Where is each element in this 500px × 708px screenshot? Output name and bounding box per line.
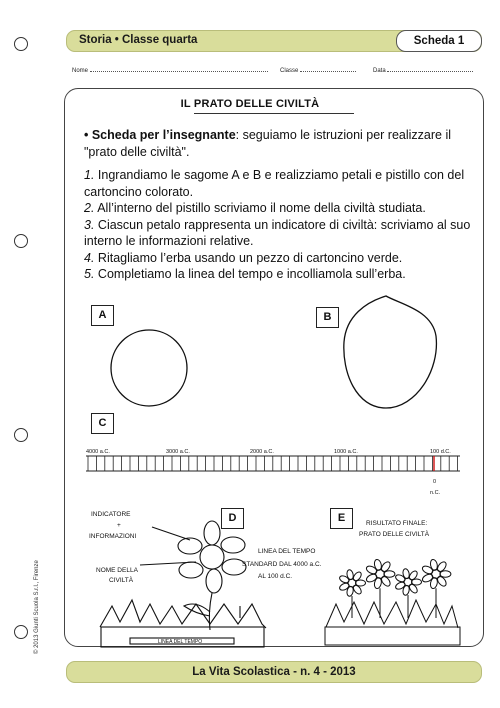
sheet-badge: Scheda 1 bbox=[396, 30, 482, 52]
intro-bold: • Scheda per l’insegnante bbox=[84, 128, 236, 142]
d-line-label: LINEA DEL TEMPO bbox=[258, 548, 316, 555]
daisy-petal bbox=[384, 571, 395, 578]
timeline-zero-sub: n.C. bbox=[430, 490, 441, 496]
d-line-label: AL 100 d.C. bbox=[258, 573, 293, 580]
flower-field-e bbox=[325, 559, 460, 645]
e-result-label: RISULTATO FINALE: bbox=[366, 520, 428, 527]
d-strip-label: LINEA DEL TEMPO bbox=[158, 639, 203, 645]
figure-label-a: A bbox=[91, 305, 114, 326]
daisy-petal bbox=[402, 585, 410, 596]
copyright-notice: © 2013 Giunti Scuola S.r.l., Firenze bbox=[34, 560, 40, 654]
class-label: Classe bbox=[280, 68, 299, 74]
step-item: 5. Completiamo la linea del tempo e incolliamola sull’erba. bbox=[84, 267, 406, 281]
timeline-label: 3000 a.C. bbox=[166, 449, 190, 455]
name-label: Nome bbox=[72, 68, 89, 74]
d-line-label: STANDARD DAL 4000 a.C. bbox=[242, 561, 322, 568]
d-plus-label: + bbox=[117, 522, 121, 529]
timeline-label: 1000 a.C. bbox=[334, 449, 358, 455]
timeline-label: 4000 a.C. bbox=[86, 449, 110, 455]
intro-text: : seguiamo le istruzioni per realizzare il "prato delle civiltà". bbox=[84, 128, 452, 159]
date-label: Data bbox=[373, 68, 386, 74]
step-item: 1. Ingrandiamo le sagome A e B e realizziamo petali e pistillo con del cartoncino colorato. bbox=[84, 168, 465, 199]
timeline-label: 100 d.C. bbox=[430, 449, 451, 455]
figure-label-c: C bbox=[91, 413, 114, 434]
d-name-label: NOME DELLA bbox=[96, 567, 138, 574]
daisy-petal bbox=[346, 586, 354, 597]
figure-label-e: E bbox=[330, 508, 353, 529]
timeline-ruler bbox=[86, 456, 460, 471]
step-item: 2. All’interno del pistillo scriviamo il nome della civiltà studiata. bbox=[84, 201, 426, 215]
step-item: 4. Ritagliamo l’erba usando un pezzo di cartoncino verde. bbox=[84, 250, 403, 265]
subject-label: Storia • Classe quarta bbox=[79, 34, 198, 46]
daisy-petal bbox=[429, 577, 438, 589]
daisy-petal bbox=[440, 571, 451, 578]
d-info-label: INFORMAZIONI bbox=[89, 533, 137, 540]
page-title: IL PRATO DELLE CIVILTÀ bbox=[180, 98, 320, 110]
daisy-petal bbox=[373, 577, 382, 589]
d-indicator-label: INDICATORE bbox=[91, 511, 131, 518]
timeline-zero: 0 bbox=[433, 479, 437, 485]
footer-bar: La Vita Scolastica - n. 4 - 2013 bbox=[66, 661, 482, 683]
petal-template-b bbox=[344, 296, 437, 408]
circle-template-a bbox=[111, 330, 187, 406]
timeline-label: 2000 a.C. bbox=[250, 449, 274, 455]
figure-label-b: B bbox=[316, 307, 339, 328]
figure-label-d: D bbox=[221, 508, 244, 529]
e-result-label: PRATO DELLE CIVILTÀ bbox=[359, 531, 430, 538]
d-name-label: CIVILTÀ bbox=[109, 577, 134, 584]
step-item: 3. Ciascun petalo rappresenta un indicatore di civiltà: scriviamo al suo interno le informazioni relative. bbox=[84, 217, 471, 248]
